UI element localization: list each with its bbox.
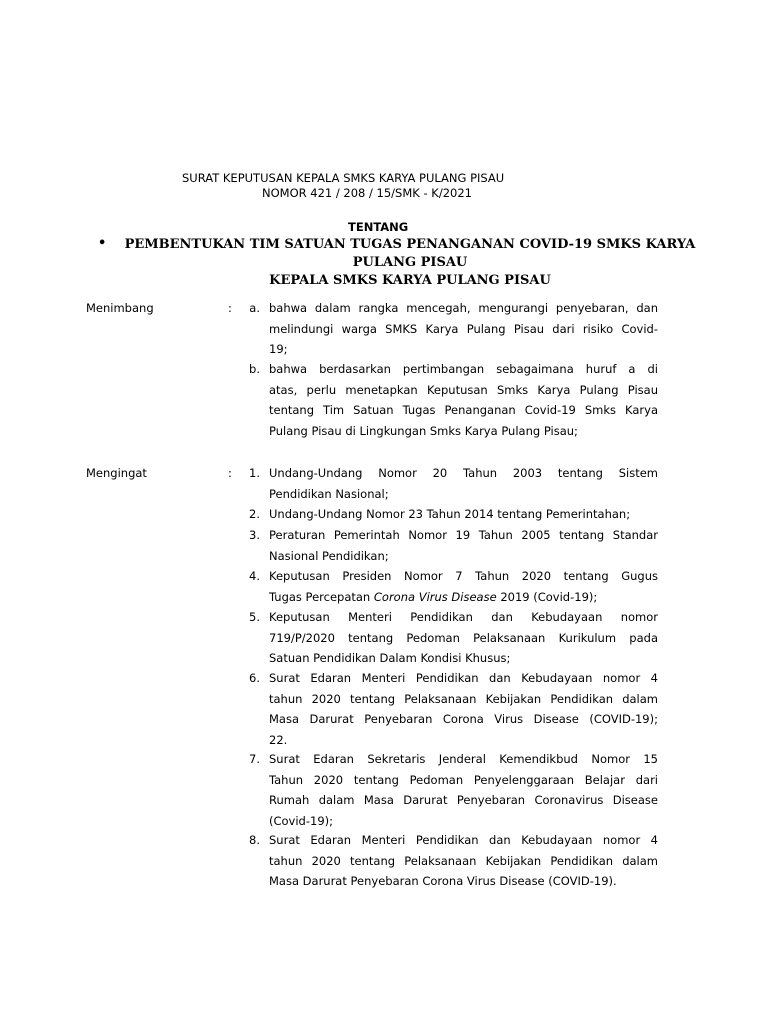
text-line: Keputusan Menteri Pendidikan dan Kebudayaan nomor — [269, 610, 658, 624]
text-line: tahun 2020 tentang Pelaksanaan Kebijakan Pendidikan dalam — [269, 853, 658, 868]
mengingat-item-marker: 2. — [249, 507, 260, 521]
subject-line-1: PEMBENTUKAN TIM SATUAN TUGAS PENANGANAN COVID-19 SMKS KARYA — [124, 237, 696, 252]
mengingat-item-marker: 8. — [249, 833, 260, 847]
text-line: Surat Edaran Menteri Pendidikan dan Kebudayaan nomor 4 — [269, 671, 658, 685]
mengingat-item-7 — [269, 749, 658, 831]
text-line: melindungi warga SMKS Karya Pulang Pisau dari risiko Covid- — [269, 321, 658, 336]
tentang-heading: TENTANG — [348, 220, 409, 234]
decree-title: SURAT KEPUTUSAN KEPALA SMKS KARYA PULANG PISAU — [182, 171, 505, 185]
text-line: Pulang Pisau di Lingkungan Smks Karya Pulang Pisau; — [269, 423, 578, 438]
text-line — [269, 587, 658, 608]
decree-subject — [120, 236, 700, 290]
text-line: tentang Tim Satuan Tugas Penanganan Covid-19 Smks Karya — [269, 403, 658, 417]
subject-line-2: PULANG PISAU — [352, 255, 468, 270]
menimbang-item-a — [269, 298, 658, 360]
text-line: Undang-Undang Nomor 23 Tahun 2014 tentang Pemerintahan; — [269, 507, 631, 521]
text-line: bahwa berdasarkan pertimbangan sebagaimana huruf a di — [269, 362, 658, 376]
text-line: bahwa dalam rangka mencegah, mengurangi penyebaran, dan — [269, 301, 658, 315]
mengingat-item-1 — [269, 463, 658, 504]
menimbang-item-marker: a. — [249, 301, 260, 315]
text-line: Tahun 2020 tentang Pedoman Penyelenggaraan Belajar dari — [269, 772, 658, 787]
text-line: Rumah dalam Masa Darurat Penyebaran Coronavirus Disease — [269, 793, 658, 807]
text-line: 22. — [269, 732, 288, 747]
text-line: (Covid-19); — [269, 813, 333, 828]
text-line: 719/P/2020 tentang Pedoman Pelaksanaan Kurikulum pada — [269, 630, 658, 645]
mengingat-colon: : — [228, 466, 232, 480]
mengingat-item-8 — [269, 830, 658, 892]
mengingat-item-2 — [269, 504, 658, 525]
text-line: tahun 2020 tentang Pelaksanaan Kebijakan Pendidikan dalam — [269, 691, 658, 706]
text-line: Masa Darurat Penyebaran Corona Virus Disease (COVID-19); — [269, 712, 658, 726]
text-line: Masa Darurat Penyebaran Corona Virus Disease (COVID-19). — [269, 874, 617, 888]
mengingat-item-marker: 1. — [249, 466, 260, 480]
text-line: Undang-Undang Nomor 20 Tahun 2003 tentang Sistem — [269, 466, 658, 480]
menimbang-label: Menimbang — [86, 301, 154, 315]
decree-number: NOMOR 421 / 208 / 15/SMK - K/2021 — [262, 186, 472, 200]
text-line: Surat Edaran Menteri Pendidikan dan Kebudayaan nomor 4 — [269, 833, 658, 847]
italic-term: Corona Virus Disease — [373, 589, 497, 604]
mengingat-item-3 — [269, 525, 658, 566]
mengingat-item-marker: 3. — [249, 528, 260, 542]
text-line: Satuan Pendidikan Dalam Kondisi Khusus; — [269, 651, 511, 665]
subject-line-3: KEPALA SMKS KARYA PULANG PISAU — [269, 273, 551, 288]
text-line: Peraturan Pemerintah Nomor 19 Tahun 2005 tentang Standar — [269, 528, 658, 542]
text-line: Surat Edaran Sekretaris Jenderal Kemendikbud Nomor 15 — [269, 752, 658, 766]
menimbang-item-b — [269, 359, 658, 441]
bullet-icon: • — [98, 236, 107, 251]
mengingat-item-marker: 4. — [249, 569, 260, 583]
text-line: Keputusan Presiden Nomor 7 Tahun 2020 tentang Gugus — [269, 569, 658, 583]
text-line: 19; — [269, 342, 288, 356]
text-fragment: 2019 (Covid-19); — [496, 589, 598, 604]
mengingat-item-5 — [269, 607, 658, 669]
mengingat-item-6 — [269, 668, 658, 750]
text-line: Pendidikan Nasional; — [269, 486, 389, 501]
mengingat-item-4 — [269, 566, 658, 607]
mengingat-item-marker: 5. — [249, 610, 260, 624]
text-line: atas, perlu menetapkan Keputusan Smks Karya Pulang Pisau — [269, 382, 658, 397]
mengingat-label: Mengingat — [86, 466, 147, 480]
menimbang-item-marker: b. — [249, 362, 260, 376]
text-line: Nasional Pendidikan; — [269, 548, 389, 563]
mengingat-item-marker: 7. — [249, 752, 260, 766]
mengingat-item-marker: 6. — [249, 671, 260, 685]
menimbang-colon: : — [228, 301, 232, 315]
text-fragment: Tugas Percepatan — [269, 589, 374, 604]
